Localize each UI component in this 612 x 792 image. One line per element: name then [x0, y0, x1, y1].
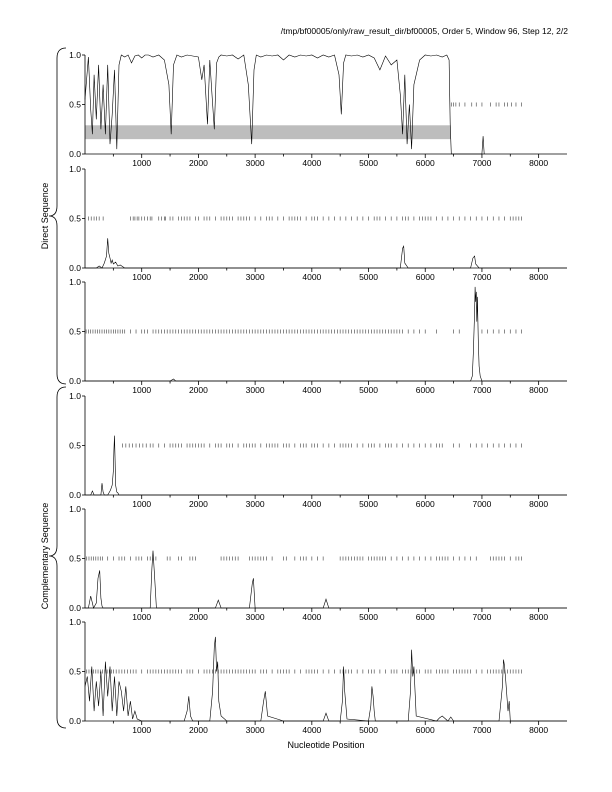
x-tick-label: 4000	[302, 385, 322, 395]
direct-sequence-label: Direct Sequence	[40, 182, 50, 250]
x-tick-label: 7000	[472, 499, 492, 509]
x-tick-label: 4000	[302, 725, 322, 735]
complementary-sequence-brace	[40, 387, 66, 728]
y-tick-label: 0.5	[69, 99, 81, 110]
y-tick-label: 0.0	[69, 263, 81, 273]
x-tick-label: 6000	[415, 385, 435, 395]
y-tick-label: 0.5	[69, 440, 81, 451]
direct-brace-path	[49, 48, 66, 384]
y-tick-label: 0.0	[69, 603, 81, 613]
y-tick-label: 0.0	[69, 716, 81, 726]
series-line	[85, 287, 567, 381]
x-tick-label: 6000	[415, 612, 435, 622]
panel-direct-3	[69, 277, 567, 395]
series-line	[85, 436, 567, 495]
series-line	[85, 551, 567, 608]
panel-complementary-3	[69, 617, 567, 735]
y-tick-label: 0.0	[69, 149, 81, 159]
x-tick-label: 7000	[472, 612, 492, 622]
x-tick-label: 6000	[415, 158, 435, 168]
x-tick-label: 7000	[472, 385, 492, 395]
y-tick-label: 0.5	[69, 553, 81, 564]
series-line	[85, 637, 567, 721]
x-axis-label: Nucleotide Position	[287, 740, 365, 750]
x-tick-label: 3000	[245, 272, 265, 282]
x-tick-label: 2000	[188, 612, 208, 622]
x-tick-label: 1000	[132, 499, 152, 509]
x-tick-label: 1000	[132, 158, 152, 168]
series-line	[85, 238, 567, 268]
x-tick-label: 8000	[529, 612, 549, 622]
y-tick-label: 1.0	[69, 504, 81, 514]
panel-direct-2	[69, 164, 567, 282]
x-tick-label: 1000	[132, 385, 152, 395]
panel-complementary-2	[69, 504, 567, 622]
x-tick-label: 6000	[415, 725, 435, 735]
x-tick-label: 4000	[302, 272, 322, 282]
x-tick-label: 8000	[529, 158, 549, 168]
y-tick-label: 1.0	[69, 164, 81, 174]
shaded-region	[85, 125, 451, 139]
y-tick-label: 1.0	[69, 277, 81, 287]
x-tick-label: 3000	[245, 725, 265, 735]
y-tick-label: 0.5	[69, 666, 81, 677]
y-tick-label: 0.5	[69, 326, 81, 337]
complementary-sequence-label: Complementary Sequence	[40, 502, 50, 610]
y-tick-label: 0.0	[69, 376, 81, 386]
x-tick-label: 4000	[302, 158, 322, 168]
panel-direct-1	[69, 50, 567, 168]
x-tick-label: 3000	[245, 612, 265, 622]
panels-group	[69, 50, 567, 735]
x-tick-label: 7000	[472, 725, 492, 735]
x-tick-label: 8000	[529, 385, 549, 395]
x-tick-label: 4000	[302, 612, 322, 622]
x-tick-label: 4000	[302, 499, 322, 509]
x-tick-label: 8000	[529, 499, 549, 509]
x-tick-label: 5000	[359, 158, 378, 168]
y-tick-label: 1.0	[69, 50, 81, 60]
x-tick-label: 6000	[415, 499, 435, 509]
x-tick-label: 6000	[415, 272, 435, 282]
x-tick-label: 1000	[132, 272, 152, 282]
x-tick-label: 7000	[472, 158, 492, 168]
x-tick-label: 2000	[188, 272, 208, 282]
panel-complementary-1	[69, 391, 567, 509]
direct-sequence-brace	[40, 48, 66, 384]
x-tick-label: 5000	[359, 272, 378, 282]
x-tick-label: 7000	[472, 272, 492, 282]
x-tick-label: 8000	[529, 272, 549, 282]
x-tick-label: 2000	[188, 158, 208, 168]
x-tick-label: 5000	[359, 725, 378, 735]
y-tick-label: 0.5	[69, 213, 81, 224]
x-tick-label: 3000	[245, 158, 265, 168]
y-tick-label: 1.0	[69, 617, 81, 627]
x-tick-label: 2000	[188, 725, 208, 735]
x-tick-label: 3000	[245, 385, 265, 395]
x-tick-label: 5000	[359, 385, 378, 395]
x-tick-label: 2000	[188, 499, 208, 509]
y-tick-label: 0.0	[69, 490, 81, 500]
x-tick-label: 5000	[359, 499, 378, 509]
y-tick-label: 1.0	[69, 391, 81, 401]
complementary-brace-path	[49, 387, 66, 728]
page-header: /tmp/bf00005/only/raw_result_dir/bf00005, Order 5, Window 96, Step 12, 2/2	[280, 26, 568, 36]
x-tick-label: 1000	[132, 725, 152, 735]
x-tick-label: 8000	[529, 725, 549, 735]
x-tick-label: 2000	[188, 385, 208, 395]
x-tick-label: 1000	[132, 612, 152, 622]
x-tick-label: 3000	[245, 499, 265, 509]
x-tick-label: 5000	[359, 612, 378, 622]
